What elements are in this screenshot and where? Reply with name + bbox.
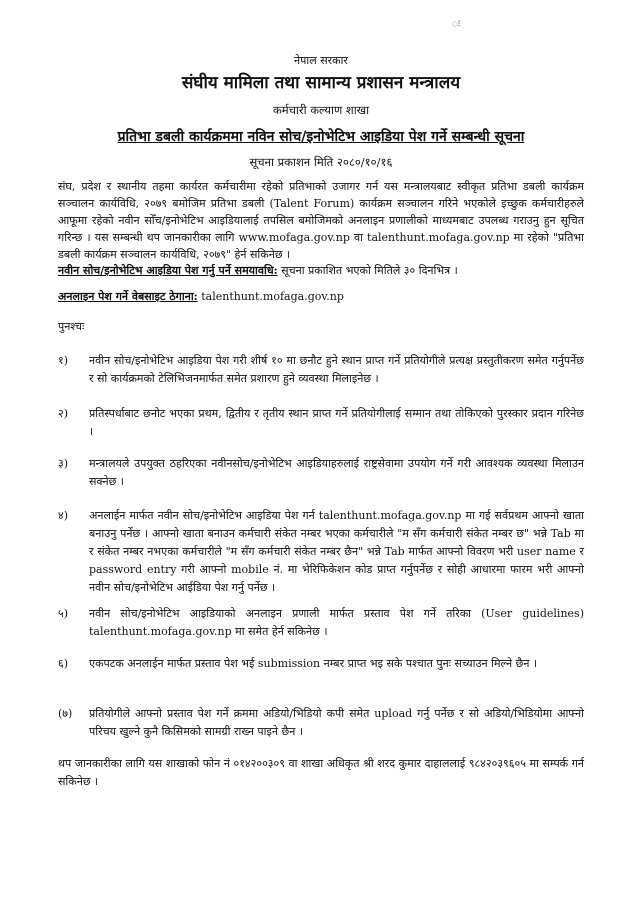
deadline-label: नवीन सोच/इनोभेटिभ आइडिया पेश गर्नु पर्ने समयावधि: — [58, 264, 278, 277]
item-text: प्रतिस्पर्धाबाट छनोट भएका प्रथम, द्वितीय र तृतीय स्थान प्राप्त गर्ने प्रतियोगीलाई सम्मान तथा तोकिएको पुरस्कार प्रदान गरिनेछ । — [89, 407, 584, 438]
item-number: ६) — [58, 657, 69, 670]
publish-date: सूचना प्रकाशन मिति २०८०/१०/१६ — [249, 155, 393, 169]
website-line — [58, 288, 584, 305]
deadline-value: सूचना प्रकाशित भएको मितिले ३० दिनभित्र । — [281, 264, 458, 277]
list-item — [58, 405, 584, 441]
stray-mark: ः — [452, 19, 460, 30]
list-item — [58, 507, 584, 597]
item-number: ४) — [58, 509, 69, 522]
item-text: नवीन सोच/इनोभेटिभ आइडियाको अनलाइन प्रणाली मार्फत प्रस्ताव पेश गर्ने तरिका (User guidelines) talenthunt.mofaga.gov.np मा समेत हेर्न सकिनेछ । — [89, 607, 584, 638]
item-text: एकपटक अनलाईन मार्फत प्रस्ताव पेश भई submission नम्बर प्राप्त भइ सके पश्चात पुनः सच्याउन मिल्ने छैन । — [89, 657, 538, 670]
contact-footer: थप जानकारीका लागि यस शाखाको फोन नं ०१४२००३०९ वा शाखा अधिकृत श्री शरद कुमार दाहाललाई ९८४२०३९६०५ मा सम्पर्क गर्न सकिनेछ । — [58, 757, 584, 788]
intro-paragraph: संघ, प्रदेश र स्थानीय तहमा कार्यरत कर्मचारीमा रहेको प्रतिभाको उजागर गर्न यस मन्त्रालयबाट स्वीकृत प्रतिभा डबली कार्यक्रम सञ्चालन कार्यविधि, २०७९ बमोजिम प्रतिभा डबली (Talent Forum) कार्यक्रम सञ्चालन गरिने भएकोले इच्छुक कर्मचारीहरुले आफूमा रहेको नवीन सोँच/इनोभेटिभ आइडियालाई तपसिल बमोजिमको अनलाइन प्रणालीको माध्यमबाट उपलब्ध गराउनु हुन सूचित गरिन्छ । यस सम्बन्धी थप जानकारीका लागि www.mofaga.gov.np वा talenthunt.mofaga.gov.np मा रहेको "प्रतिभा डबली कार्यक्रम सञ्चालन कार्यविधि, २०७९" हेर्न सकिनेछ । — [58, 180, 584, 261]
item-number: १) — [58, 354, 69, 367]
item-number: ३) — [58, 457, 69, 470]
notice-title: प्रतिभा डबली कार्यक्रममा नविन सोच/इनोभेटिभ आइडिया पेश गर्ने सम्बन्धी सूचना — [117, 129, 525, 145]
item-number: (७) — [58, 707, 73, 720]
list-item — [58, 705, 584, 741]
list-item — [58, 455, 584, 491]
list-item — [58, 655, 584, 673]
website-label: अनलाइन पेश गर्ने वेबसाइट ठेगाना: — [58, 290, 198, 303]
item-number: २) — [58, 407, 69, 420]
branch-name: कर्मचारी कल्याण शाखा — [272, 103, 370, 117]
website-value: talenthunt.mofaga.gov.np — [201, 290, 344, 303]
item-text: अनलाईन मार्फत नवीन सोच/इनोभेटिभ आइडिया पेश गर्न talenthunt.mofaga.gov.np मा गई सर्वप्रथम आफ्नो खाता बनाउनु पर्नेछ । आफ्नो खाता बनाउन कर्मचारी संकेत नम्बर भएका कर्मचारीले "म सँग कर्मचारी संकेत नम्बर छ" भन्ने Tab मा र संकेत नम्बर नभएका कर्मचारीले "म सँग कर्मचारी संकेत नम्बर छैन" भन्ने Tab मार्फत आफ्नो विवरण भरी user name र password entry गरी आफ्नो mobile नं. मा भेरिफिकेशन कोड प्राप्त गर्नुपर्नेछ र सोही आधारमा फारम भरी आफ्नो नवीन सोच/इनोभेटिभ आईडिया पेश गर्नु पर्नेछ । — [89, 509, 584, 594]
item-number: ५) — [58, 607, 69, 620]
item-text: नवीन सोच/इनोभेटिभ आइडिया पेश गरी शीर्ष १० मा छनौट हुने स्थान प्राप्त गर्ने प्रतियोगीले प्रत्यक्ष प्रस्तुतीकरण समेत गर्नुपर्नेछ र सो कार्यक्रमको टेलिभिजनमार्फत समेत प्रशारण हुने व्यवस्था मिलाइनेछ । — [89, 354, 584, 385]
ministry-name: संघीय मामिला तथा सामान्य प्रशासन मन्त्रालय — [181, 73, 461, 93]
government-name: नेपाल सरकार — [294, 54, 348, 67]
list-item — [58, 605, 584, 641]
list-item — [58, 352, 584, 388]
item-text: प्रतियोगीले आफ्नो प्रस्ताव पेश गर्ने क्रममा अडियो/भिडियो कपी समेत upload गर्नु पर्नेछ र सो अडियो/भिडियोमा आफ्नो परिचय खुल्ने कुनै किसिमको सामग्री राख्न पाइने छैन । — [89, 707, 584, 738]
notes-heading: पुनश्चः — [58, 320, 85, 333]
item-text: मन्त्रालयले उपयुक्त ठहरिएका नवीनसोच/इनोभेटिभ आइडियाहरुलाई राष्ट्रसेवामा उपयोग गर्ने गरी आवश्यक व्यवस्था मिलाउन सक्नेछ । — [89, 457, 584, 488]
deadline-line — [58, 262, 584, 279]
